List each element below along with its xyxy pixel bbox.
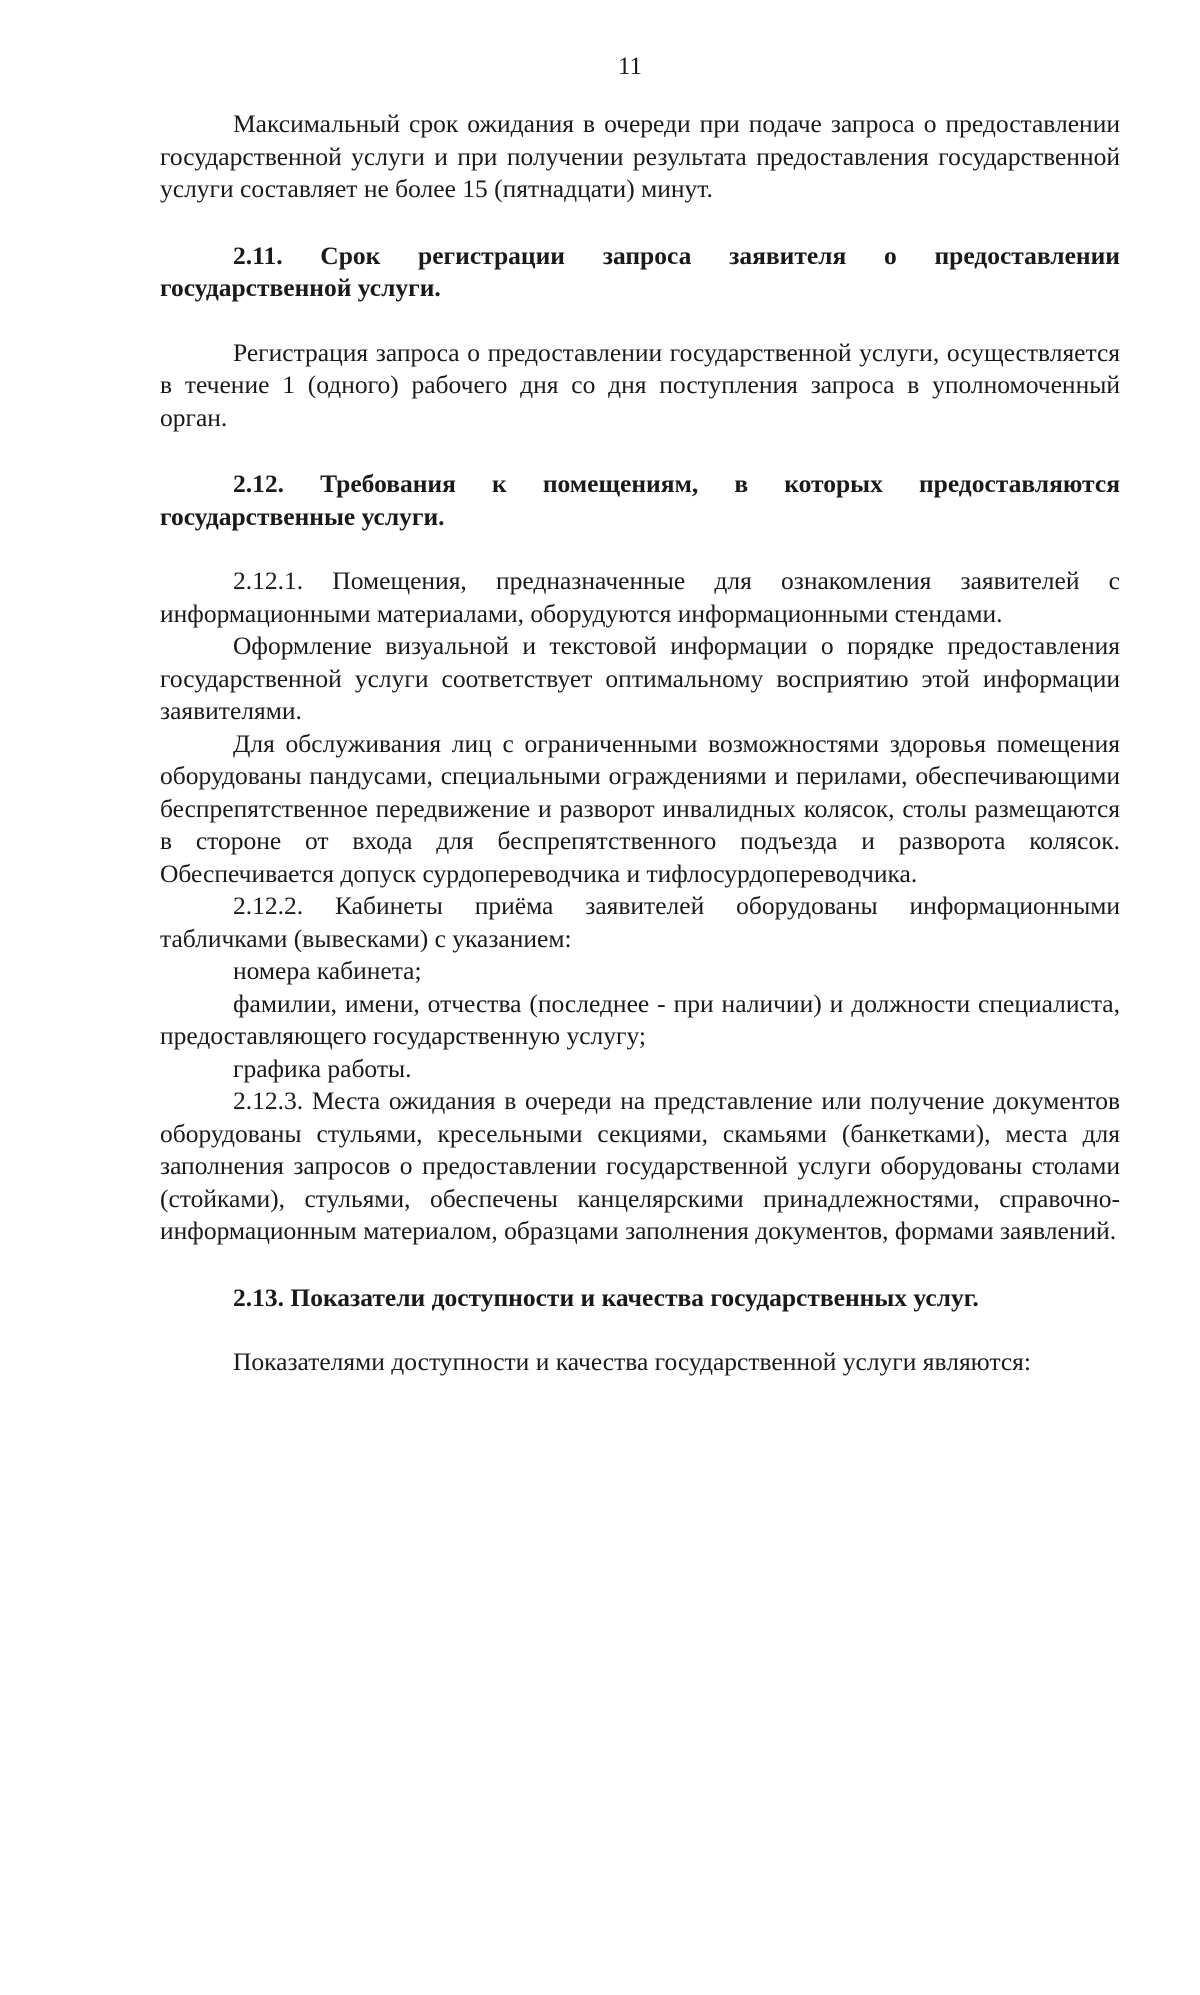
paragraph-2-12-3: 2.12.3. Места ожидания в очереди на представление или получение документов оборудованы стульями, кресельными секциями, скамьями (банкетками), места для заполнения запросов о предоставлении государственной услуги оборудованы столами (стойками), стульями, обеспечены канцелярскими принадлежностями, справочно-информационным материалом, образцами заполнения документов, формами заявлений. (160, 1086, 1120, 1245)
section-heading-2-12: 2.12. Требования к помещениям, в которых предоставляются государственные услуги. (160, 469, 1120, 531)
paragraph-max-wait-time: Максимальный срок ожидания в очереди при подаче запроса о предоставлении государственной услуги и при получении результата предоставления государственной услуги составляет не более 15 (пятнадцати) минут. (160, 109, 1120, 203)
spacer (160, 434, 1120, 468)
spacer (160, 1248, 1120, 1282)
paragraph-visual-design: Оформление визуальной и текстовой информации о порядке предоставления государственной услуги соответствует оптимальному восприятию этой информации заявителями. (160, 631, 1120, 725)
list-item-room-number: номера кабинета; (233, 956, 422, 985)
section-heading-2-13: 2.13. Показатели доступности и качества государственных услуг. (233, 1282, 979, 1312)
paragraph-disabled-access: Для обслуживания лиц с ограниченными возможностями здоровья помещения оборудованы пандусами, специальными ограждениями и перилами, обеспечивающими беспрепятственное передвижение и разворот инвалидных колясок, столы размещаются в стороне от входа для беспрепятственного подъезда и разворота колясок. Обеспечивается допуск сурдопереводчика и тифлосурдопереводчика. (160, 728, 1120, 888)
section-heading-2-11: 2.11. Срок регистрации запроса заявителя о предоставлении государственной услуги. (160, 240, 1120, 302)
paragraph-2-12-1: 2.12.1. Помещения, предназначенные для ознакомления заявителей с информационными материалами, оборудуются информационными стендами. (160, 566, 1120, 628)
spacer (160, 533, 1120, 565)
paragraph-indicators: Показателями доступности и качества государственной услуги являются: (233, 1347, 1031, 1376)
paragraph-2-12-2: 2.12.2. Кабинеты приёма заявителей оборудованы информационными табличками (вывесками) с указанием: (160, 891, 1120, 953)
list-item-specialist: фамилии, имени, отчества (последнее - при наличии) и должности специалиста, предоставляющего государственную услугу; (160, 988, 1120, 1050)
list-item-schedule: графика работы. (233, 1053, 412, 1083)
document-body (160, 108, 1120, 1379)
paragraph-registration: Регистрация запроса о предоставлении государственной услуги, осуществляется в течение 1 (одного) рабочего дня со дня поступления запроса в уполномоченный орган. (160, 337, 1120, 432)
spacer (160, 1314, 1120, 1346)
page-number: 11 (617, 53, 643, 80)
spacer (160, 206, 1120, 240)
spacer (160, 305, 1120, 337)
